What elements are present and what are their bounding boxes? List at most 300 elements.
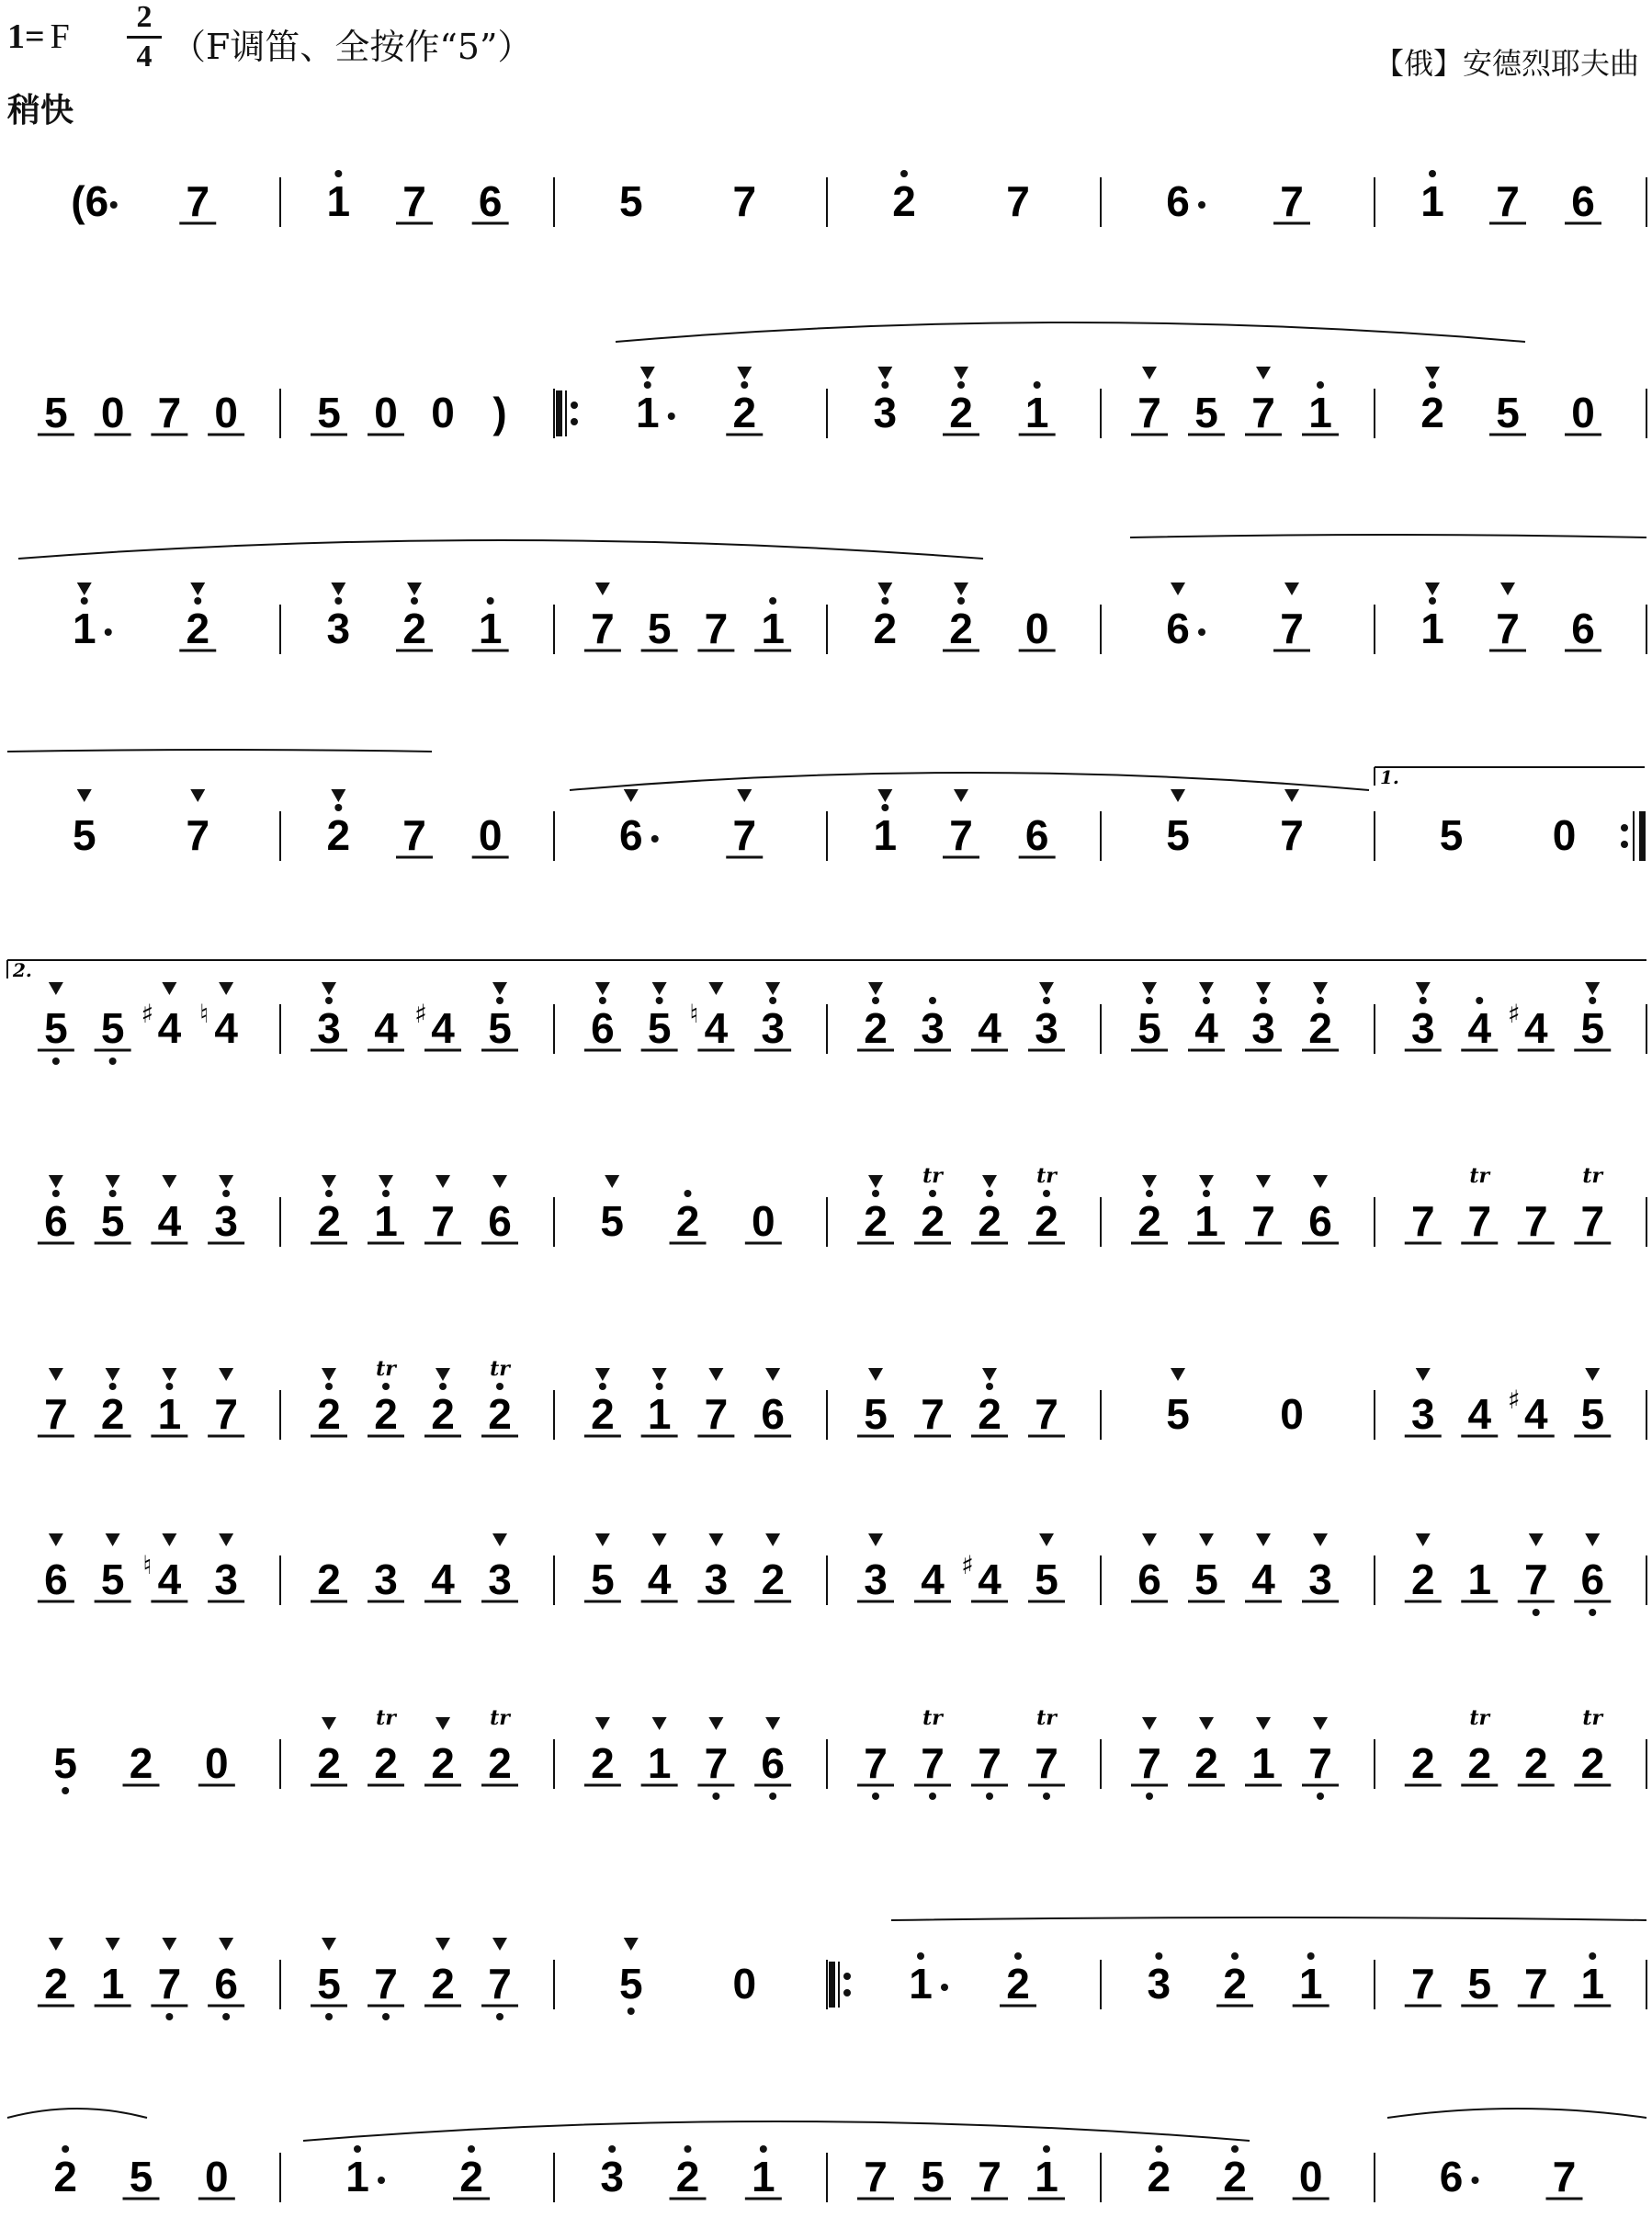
instrument-note: （F调笛、全按作“5”） bbox=[171, 27, 533, 67]
octave-high-dot bbox=[685, 2145, 692, 2153]
note-4: 4 bbox=[157, 1197, 182, 1245]
octave-high-dot bbox=[325, 1383, 333, 1390]
phrase-slur bbox=[616, 322, 1525, 342]
note-2: 2 bbox=[431, 1390, 455, 1438]
augmentation-dot bbox=[1198, 628, 1205, 636]
note-7: 7 bbox=[1467, 1197, 1492, 1245]
trill-mark: tr bbox=[1469, 1164, 1490, 1188]
note-7: 7 bbox=[732, 811, 757, 859]
staccato-wedge bbox=[162, 982, 176, 995]
staccato-wedge bbox=[954, 789, 968, 802]
note-7: 7 bbox=[1410, 1960, 1435, 2008]
staccato-wedge bbox=[162, 1368, 176, 1381]
staccato-wedge bbox=[322, 982, 336, 995]
note-2: 2 bbox=[326, 811, 351, 859]
staccato-wedge bbox=[1199, 1175, 1214, 1188]
octave-high-dot bbox=[411, 597, 418, 605]
octave-high-dot bbox=[165, 1383, 173, 1390]
staccato-wedge bbox=[1313, 1533, 1328, 1546]
augmentation-dot bbox=[1472, 2177, 1479, 2184]
note-1: 1 bbox=[873, 811, 898, 859]
octave-high-dot bbox=[917, 1952, 924, 1960]
repeat-dot bbox=[843, 1973, 851, 1980]
note-1: 1 bbox=[761, 605, 785, 652]
note-2: 2 bbox=[53, 2153, 77, 2200]
note-0: 0 bbox=[214, 389, 238, 436]
octave-low-dot bbox=[1317, 1793, 1324, 1800]
octave-high-dot bbox=[741, 381, 748, 389]
staccato-wedge bbox=[106, 1175, 120, 1188]
note-6: 6 bbox=[1166, 177, 1190, 225]
note-3: 3 bbox=[761, 1004, 785, 1052]
staccato-wedge bbox=[1039, 982, 1054, 995]
staccato-wedge bbox=[1425, 367, 1440, 379]
octave-low-dot bbox=[62, 1787, 69, 1794]
note-4: 4 bbox=[978, 1555, 1001, 1603]
staccato-wedge bbox=[219, 1938, 233, 1951]
staccato-wedge bbox=[1256, 367, 1271, 379]
staccato-wedge bbox=[162, 1175, 176, 1188]
note-6: 6 bbox=[1571, 605, 1595, 652]
note-5: 5 bbox=[100, 1555, 125, 1603]
note-7: 7 bbox=[1251, 1197, 1275, 1245]
note-1: 1 bbox=[72, 605, 96, 652]
staccato-wedge bbox=[1284, 789, 1299, 802]
note-2: 2 bbox=[675, 2153, 700, 2200]
octave-low-dot bbox=[986, 1793, 993, 1800]
staccato-wedge bbox=[868, 1533, 883, 1546]
octave-high-dot bbox=[1589, 997, 1596, 1004]
note-6: 6 bbox=[761, 1390, 785, 1438]
note-1: 1 bbox=[647, 1739, 672, 1787]
phrase-slur bbox=[1387, 2109, 1646, 2118]
note-5: 5 bbox=[44, 389, 68, 436]
note-7: 7 bbox=[1496, 177, 1520, 225]
note-3: 3 bbox=[1251, 1004, 1275, 1052]
note-5: 5 bbox=[317, 1960, 341, 2008]
accidental-sign: ♯ bbox=[961, 1550, 974, 1580]
staccato-wedge bbox=[868, 1175, 883, 1188]
note-1: 1 bbox=[1194, 1197, 1218, 1245]
staccato-wedge bbox=[1425, 583, 1440, 595]
staccato-wedge bbox=[49, 1938, 63, 1951]
staccato-wedge bbox=[765, 982, 780, 995]
staccato-wedge bbox=[982, 1175, 997, 1188]
note-2: 2 bbox=[317, 1555, 341, 1603]
note-5: 5 bbox=[1580, 1004, 1605, 1052]
note-1: 1 bbox=[909, 1960, 933, 2008]
augmentation-dot bbox=[110, 201, 118, 209]
octave-high-dot bbox=[382, 1190, 390, 1197]
staccato-wedge bbox=[331, 583, 345, 595]
note-2: 2 bbox=[1420, 389, 1444, 436]
note-7: 7 bbox=[402, 177, 426, 225]
octave-high-dot bbox=[109, 1383, 117, 1390]
trill-mark: tr bbox=[1582, 1706, 1603, 1730]
note-7: 7 bbox=[921, 1390, 945, 1438]
staccato-wedge bbox=[652, 1368, 667, 1381]
note-5: 5 bbox=[317, 389, 341, 436]
note-5: 5 bbox=[1137, 1004, 1161, 1052]
staccato-wedge bbox=[492, 982, 507, 995]
note-2: 2 bbox=[978, 1390, 1001, 1438]
note-1: 1 bbox=[374, 1197, 398, 1245]
note-7: 7 bbox=[186, 177, 210, 225]
staccato-wedge bbox=[1039, 1533, 1054, 1546]
augmentation-dot bbox=[651, 835, 659, 843]
staccato-wedge bbox=[1416, 1368, 1431, 1381]
note-2: 2 bbox=[1137, 1197, 1161, 1245]
note-3: 3 bbox=[488, 1555, 512, 1603]
octave-high-dot bbox=[334, 597, 342, 605]
note-1: 1 bbox=[1580, 1960, 1605, 2008]
note-0: 0 bbox=[100, 389, 125, 436]
staccato-wedge bbox=[1585, 1533, 1600, 1546]
octave-high-dot bbox=[487, 597, 494, 605]
staccato-wedge bbox=[595, 1368, 610, 1381]
note-1: 1 bbox=[1024, 389, 1049, 436]
note-0: 0 bbox=[1280, 1390, 1304, 1438]
staccato-wedge bbox=[1256, 1533, 1271, 1546]
note-1: 1 bbox=[1298, 1960, 1323, 2008]
note-5: 5 bbox=[53, 1739, 77, 1787]
note-5: 5 bbox=[1166, 1390, 1190, 1438]
note-6: 6 bbox=[44, 1555, 68, 1603]
note-4: 4 bbox=[1467, 1390, 1492, 1438]
octave-high-dot bbox=[325, 997, 333, 1004]
octave-high-dot bbox=[354, 2145, 361, 2153]
note-5: 5 bbox=[864, 1390, 888, 1438]
staccato-wedge bbox=[322, 1175, 336, 1188]
note-5: 5 bbox=[72, 811, 96, 859]
staccato-wedge bbox=[1171, 789, 1185, 802]
phrase-slur bbox=[1130, 535, 1646, 537]
octave-high-dot bbox=[656, 997, 663, 1004]
note-2: 2 bbox=[1147, 2153, 1171, 2200]
staccato-wedge bbox=[436, 1175, 450, 1188]
staccato-wedge bbox=[190, 789, 205, 802]
note-0: 0 bbox=[1552, 811, 1577, 859]
note-5: 5 bbox=[1194, 1555, 1218, 1603]
accidental-sign: ♯ bbox=[141, 999, 154, 1029]
staccato-wedge bbox=[77, 789, 92, 802]
staccato-wedge bbox=[708, 1717, 723, 1730]
note-2: 2 bbox=[761, 1555, 785, 1603]
octave-high-dot bbox=[769, 597, 776, 605]
octave-low-dot bbox=[1043, 1793, 1050, 1800]
trill-mark: tr bbox=[1582, 1164, 1603, 1188]
note-5: 5 bbox=[647, 1004, 672, 1052]
note-1: 1 bbox=[1420, 177, 1444, 225]
note-7: 7 bbox=[1523, 1555, 1548, 1603]
note-2: 2 bbox=[949, 605, 973, 652]
staccato-wedge bbox=[1199, 1533, 1214, 1546]
trill-mark: tr bbox=[922, 1164, 943, 1188]
staccato-wedge bbox=[1416, 1533, 1431, 1546]
staccato-wedge bbox=[737, 367, 752, 379]
note-2: 2 bbox=[1223, 2153, 1247, 2200]
note-1: 1 bbox=[1035, 2153, 1058, 2200]
staccato-wedge bbox=[868, 982, 883, 995]
note-0: 0 bbox=[1024, 605, 1049, 652]
octave-high-dot bbox=[222, 1190, 230, 1197]
note-3: 3 bbox=[214, 1197, 238, 1245]
octave-high-dot bbox=[929, 997, 936, 1004]
staccato-wedge bbox=[1585, 982, 1600, 995]
repeat-dot bbox=[843, 1989, 851, 1996]
note-2: 2 bbox=[1467, 1739, 1492, 1787]
note-0: 0 bbox=[1298, 2153, 1323, 2200]
note-5: 5 bbox=[1035, 1555, 1058, 1603]
staccato-wedge bbox=[49, 1533, 63, 1546]
note-1: 1 bbox=[1467, 1555, 1492, 1603]
note-5: 5 bbox=[618, 177, 643, 225]
octave-high-dot bbox=[957, 597, 965, 605]
augmentation-dot bbox=[668, 413, 675, 420]
note-4: 4 bbox=[1523, 1004, 1548, 1052]
staccato-wedge bbox=[331, 789, 345, 802]
note-5: 5 bbox=[600, 1197, 624, 1245]
repeat-dot bbox=[571, 402, 578, 409]
octave-high-dot bbox=[1155, 1952, 1162, 1960]
octave-high-dot bbox=[1231, 2145, 1239, 2153]
staccato-wedge bbox=[1171, 583, 1185, 595]
staccato-wedge bbox=[877, 367, 892, 379]
phrase-slur bbox=[570, 773, 1369, 790]
note-3: 3 bbox=[1410, 1004, 1435, 1052]
octave-high-dot bbox=[608, 2145, 616, 2153]
octave-high-dot bbox=[1317, 997, 1324, 1004]
staccato-wedge bbox=[708, 1533, 723, 1546]
note-4: 4 bbox=[157, 1004, 182, 1052]
note-1: 1 bbox=[635, 389, 660, 436]
note-6: 6 bbox=[478, 177, 503, 225]
octave-high-dot bbox=[1420, 997, 1427, 1004]
note-5: 5 bbox=[618, 1960, 643, 2008]
note-2: 2 bbox=[921, 1197, 945, 1245]
octave-high-dot bbox=[872, 1190, 879, 1197]
staccato-wedge bbox=[49, 982, 63, 995]
staccato-wedge bbox=[708, 982, 723, 995]
octave-high-dot bbox=[1260, 997, 1267, 1004]
accidental-sign: ♮ bbox=[142, 1550, 153, 1580]
phrase-slur bbox=[18, 540, 983, 559]
note-2: 2 bbox=[1410, 1555, 1435, 1603]
octave-high-dot bbox=[1203, 1190, 1210, 1197]
staccato-wedge bbox=[624, 789, 639, 802]
staccato-wedge bbox=[737, 789, 752, 802]
note-7: 7 bbox=[488, 1960, 512, 2008]
repeat-dot bbox=[1621, 841, 1628, 848]
staccato-wedge bbox=[982, 1368, 997, 1381]
octave-high-dot bbox=[769, 997, 776, 1004]
repeat-thick-bar bbox=[556, 390, 562, 436]
staccato-wedge bbox=[190, 583, 205, 595]
note-7: 7 bbox=[1496, 605, 1520, 652]
phrase-slur bbox=[891, 1917, 1646, 1920]
note-3: 3 bbox=[921, 1004, 945, 1052]
staccato-wedge bbox=[49, 1175, 63, 1188]
note-6: 6 bbox=[488, 1197, 512, 1245]
octave-high-dot bbox=[1429, 381, 1436, 389]
staccato-wedge bbox=[106, 1533, 120, 1546]
note-5: 5 bbox=[1166, 811, 1190, 859]
note-7: 7 bbox=[157, 389, 182, 436]
staccato-wedge bbox=[708, 1368, 723, 1381]
note-7: 7 bbox=[157, 1960, 182, 2008]
staccato-wedge bbox=[322, 1368, 336, 1381]
note-2: 2 bbox=[431, 1739, 455, 1787]
octave-high-dot bbox=[52, 1190, 60, 1197]
octave-high-dot bbox=[1155, 2145, 1162, 2153]
note-3: 3 bbox=[864, 1555, 888, 1603]
note-6: 6 bbox=[761, 1739, 785, 1787]
key-name: F bbox=[50, 17, 70, 56]
octave-high-dot bbox=[62, 2145, 69, 2153]
octave-low-dot bbox=[929, 1793, 936, 1800]
note-0: 0 bbox=[478, 811, 503, 859]
note-6: 6 bbox=[618, 811, 643, 859]
note-2: 2 bbox=[864, 1197, 888, 1245]
note-2: 2 bbox=[1580, 1739, 1605, 1787]
staccato-wedge bbox=[765, 1368, 780, 1381]
octave-high-dot bbox=[599, 1383, 606, 1390]
octave-low-dot bbox=[325, 2013, 333, 2020]
note-2: 2 bbox=[488, 1739, 512, 1787]
note-1: 1 bbox=[1420, 605, 1444, 652]
note-2: 2 bbox=[488, 1390, 512, 1438]
note-7: 7 bbox=[1251, 389, 1275, 436]
note-2: 2 bbox=[431, 1960, 455, 2008]
staccato-wedge bbox=[595, 1533, 610, 1546]
note-1: 1 bbox=[345, 2153, 369, 2200]
volta-label: 2. bbox=[13, 959, 32, 981]
octave-high-dot bbox=[881, 597, 888, 605]
staccato-wedge bbox=[1142, 1533, 1157, 1546]
note-0: 0 bbox=[205, 2153, 229, 2200]
note-7: 7 bbox=[44, 1390, 68, 1438]
note-1: 1 bbox=[326, 177, 351, 225]
note-7: 7 bbox=[431, 1197, 455, 1245]
note-3: 3 bbox=[214, 1555, 238, 1603]
staccato-wedge bbox=[1313, 1717, 1328, 1730]
note-5: 5 bbox=[1580, 1390, 1605, 1438]
note-4: 4 bbox=[647, 1555, 672, 1603]
note-2: 2 bbox=[1523, 1739, 1548, 1787]
note-3: 3 bbox=[873, 389, 898, 436]
staccato-wedge bbox=[877, 789, 892, 802]
repeat-thick-bar bbox=[1639, 811, 1646, 861]
staccato-wedge bbox=[1256, 982, 1271, 995]
note-5: 5 bbox=[1467, 1960, 1492, 2008]
octave-high-dot bbox=[1043, 1190, 1050, 1197]
note-2: 2 bbox=[873, 605, 898, 652]
octave-high-dot bbox=[1429, 597, 1436, 605]
staccato-wedge bbox=[765, 1717, 780, 1730]
note-6: 6 bbox=[214, 1960, 238, 2008]
note-2: 2 bbox=[1194, 1739, 1218, 1787]
octave-low-dot bbox=[222, 2013, 230, 2020]
note-7: 7 bbox=[1137, 1739, 1161, 1787]
octave-high-dot bbox=[325, 1190, 333, 1197]
note-5: 5 bbox=[100, 1004, 125, 1052]
octave-high-dot bbox=[496, 997, 504, 1004]
octave-low-dot bbox=[52, 1058, 60, 1065]
staccato-wedge bbox=[106, 1938, 120, 1951]
note-7: 7 bbox=[1523, 1960, 1548, 2008]
octave-high-dot bbox=[1034, 381, 1041, 389]
octave-high-dot bbox=[1589, 1952, 1596, 1960]
note-4: 4 bbox=[431, 1004, 455, 1052]
note-7: 7 bbox=[732, 177, 757, 225]
phrase-slur bbox=[303, 2121, 1250, 2141]
octave-high-dot bbox=[439, 1383, 447, 1390]
phrase-slur bbox=[7, 750, 432, 752]
note-7: 7 bbox=[978, 2153, 1001, 2200]
trill-mark: tr bbox=[376, 1706, 396, 1730]
staccato-wedge bbox=[162, 1938, 176, 1951]
note-1: 1 bbox=[157, 1390, 182, 1438]
note-paren: ) bbox=[492, 389, 507, 436]
note-3: 3 bbox=[326, 605, 351, 652]
octave-low-dot bbox=[712, 1793, 719, 1800]
note-6: 6 bbox=[1571, 177, 1595, 225]
note-2: 2 bbox=[374, 1739, 398, 1787]
octave-high-dot bbox=[1429, 170, 1436, 177]
note-2: 2 bbox=[1006, 1960, 1030, 2008]
note-7: 7 bbox=[1580, 1197, 1605, 1245]
trill-mark: tr bbox=[376, 1357, 396, 1381]
note-7: 7 bbox=[864, 2153, 888, 2200]
staccato-wedge bbox=[219, 1175, 233, 1188]
octave-high-dot bbox=[760, 2145, 767, 2153]
staccato-wedge bbox=[1199, 982, 1214, 995]
note-5: 5 bbox=[591, 1555, 615, 1603]
staccato-wedge bbox=[322, 1938, 336, 1951]
note-2: 2 bbox=[1410, 1739, 1435, 1787]
note-1: 1 bbox=[1251, 1739, 1275, 1787]
volta-label: 1. bbox=[1380, 766, 1399, 788]
staccato-wedge bbox=[162, 1533, 176, 1546]
accidental-sign: ♯ bbox=[414, 999, 427, 1029]
note-4: 4 bbox=[157, 1555, 182, 1603]
note-7: 7 bbox=[704, 1390, 729, 1438]
note-3: 3 bbox=[704, 1555, 729, 1603]
octave-low-dot bbox=[165, 2013, 173, 2020]
octave-high-dot bbox=[929, 1190, 936, 1197]
octave-low-dot bbox=[872, 1793, 879, 1800]
octave-low-dot bbox=[1589, 1609, 1596, 1616]
note-7: 7 bbox=[591, 605, 615, 652]
note-4: 4 bbox=[704, 1004, 729, 1052]
note-2: 2 bbox=[675, 1197, 700, 1245]
note-3: 3 bbox=[374, 1555, 398, 1603]
staccato-wedge bbox=[436, 1717, 450, 1730]
note-2: 2 bbox=[100, 1390, 125, 1438]
note-0: 0 bbox=[431, 389, 455, 436]
note-7: 7 bbox=[921, 1739, 945, 1787]
accidental-sign: ♮ bbox=[199, 999, 209, 1029]
staccato-wedge bbox=[1171, 1368, 1185, 1381]
note-2: 2 bbox=[892, 177, 916, 225]
note-7: 7 bbox=[1006, 177, 1030, 225]
note-2: 2 bbox=[317, 1197, 341, 1245]
staccato-wedge bbox=[954, 583, 968, 595]
note-2: 2 bbox=[402, 605, 426, 652]
trill-mark: tr bbox=[490, 1706, 510, 1730]
note-4: 4 bbox=[1251, 1555, 1275, 1603]
octave-high-dot bbox=[1146, 997, 1153, 1004]
